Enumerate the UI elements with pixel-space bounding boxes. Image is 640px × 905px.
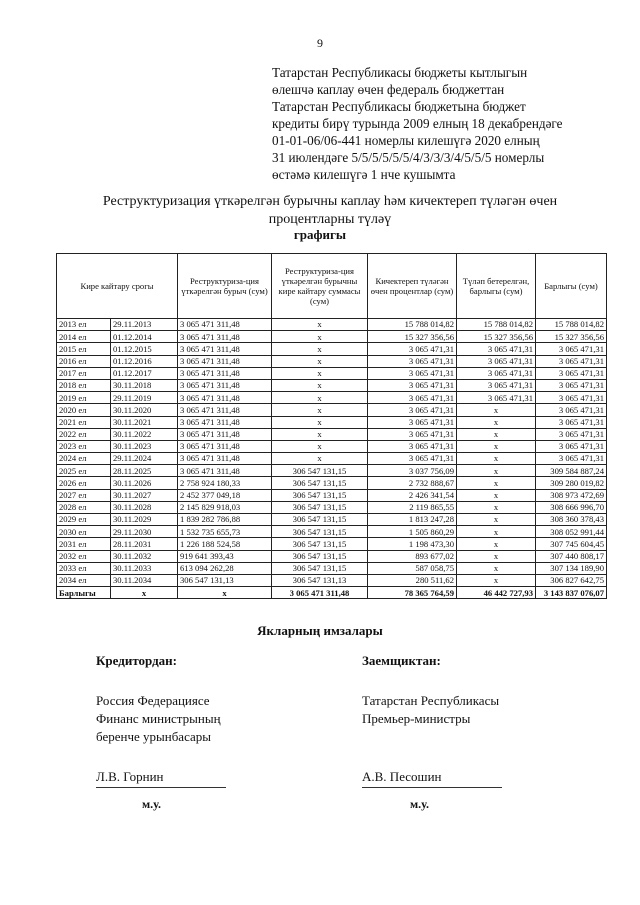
table-cell: 01.12.2017 xyxy=(111,367,178,379)
signatures-title: Якларның имзалары xyxy=(257,623,383,638)
creditor-signature-line xyxy=(96,787,226,788)
table-cell: 306 547 131,15 xyxy=(272,501,368,513)
table-cell: 30.11.2026 xyxy=(111,477,178,489)
table-cell: 308 360 378,43 xyxy=(536,514,607,526)
table-cell: 2013 ел xyxy=(57,319,111,331)
borrower-org-line: Премьер-министры xyxy=(362,711,471,726)
table-cell: x xyxy=(272,453,368,465)
table-cell: 3 065 471,31 xyxy=(457,355,536,367)
heading-line: өлешчә каплау өчен федераль бюджеттан xyxy=(272,82,505,97)
table-cell: 309 584 887,24 xyxy=(536,465,607,477)
heading-line: Татарстан Республикасы бюджеты кытлыгын xyxy=(272,65,528,80)
table-cell: 3 065 471 311,48 xyxy=(272,587,368,599)
table-cell: 29.11.2013 xyxy=(111,319,178,331)
table-cell: 28.11.2025 xyxy=(111,465,178,477)
borrower-role: Заемщиктан: xyxy=(362,653,441,668)
table-cell: 3 065 471,31 xyxy=(536,404,607,416)
heading-line: 31 июлендәге 5/5/5/5/5/5/4/3/3/3/4/5/5/5 номерлы xyxy=(272,150,545,165)
header-repayment: Реструктуриза-ция үткәрелгән бурычны кире кайтару суммасы (сум) xyxy=(272,254,368,319)
table-cell: 3 065 471,31 xyxy=(536,440,607,452)
table-cell: 306 547 131,15 xyxy=(272,489,368,501)
table-cell: 3 065 471,31 xyxy=(536,343,607,355)
table-cell: 3 065 471 311,48 xyxy=(178,465,272,477)
table-cell: 306 547 131,15 xyxy=(272,465,368,477)
table-cell: 306 547 131,15 xyxy=(272,477,368,489)
table-cell: x xyxy=(272,392,368,404)
table-row xyxy=(57,367,607,379)
table-cell: 2 145 829 918,03 xyxy=(178,501,272,513)
table-row xyxy=(57,562,607,574)
table-cell: 15 788 014,82 xyxy=(368,319,457,331)
table-cell: 15 327 356,56 xyxy=(536,331,607,343)
table-cell: 2 758 924 180,33 xyxy=(178,477,272,489)
table-cell: 30.11.2021 xyxy=(111,416,178,428)
table-cell: 3 065 471 311,48 xyxy=(178,416,272,428)
header-interest: Кичектереп түләгән өчен процентлар (сум) xyxy=(368,254,457,319)
table-row xyxy=(57,477,607,489)
creditor-stamp-place: м.у. xyxy=(142,797,161,811)
table-cell: 29.11.2019 xyxy=(111,392,178,404)
creditor-signatory: Л.В. Горнин xyxy=(96,769,164,784)
table-cell: 3 065 471 311,48 xyxy=(178,392,272,404)
document-title xyxy=(60,193,600,229)
table-cell: 2020 ел xyxy=(57,404,111,416)
table-row xyxy=(57,404,607,416)
table-cell: 2014 ел xyxy=(57,331,111,343)
table-cell: x xyxy=(457,562,536,574)
table-cell: x xyxy=(457,453,536,465)
table-cell: x xyxy=(457,477,536,489)
table-cell: 309 280 019,82 xyxy=(536,477,607,489)
table-cell: 308 973 472,69 xyxy=(536,489,607,501)
table-row xyxy=(57,526,607,538)
heading-line: 01-01-06/06-441 номерлы килешүгә 2020 елның xyxy=(272,133,540,148)
table-header-row xyxy=(57,254,607,319)
table-cell: 2025 ел xyxy=(57,465,111,477)
table-cell: 3 037 756,09 xyxy=(368,465,457,477)
table-cell: 3 065 471 311,48 xyxy=(178,379,272,391)
creditor-org-line: Финанс министрының xyxy=(96,711,221,726)
borrower-org-line: Татарстан Республикасы xyxy=(362,693,500,708)
table-cell: 308 052 991,44 xyxy=(536,526,607,538)
table-cell: 46 442 727,93 xyxy=(457,587,536,599)
creditor-block xyxy=(96,652,221,786)
table-cell: 587 058,75 xyxy=(368,562,457,574)
table-cell: 3 065 471,31 xyxy=(536,367,607,379)
table-cell: x xyxy=(457,416,536,428)
table-cell: 28.11.2031 xyxy=(111,538,178,550)
table-cell: 1 226 188 524,58 xyxy=(178,538,272,550)
table-cell: 1 198 473,30 xyxy=(368,538,457,550)
header-paid: Түләп бетерелгән, барлыгы (сум) xyxy=(457,254,536,319)
table-cell: 2026 ел xyxy=(57,477,111,489)
table-cell: x xyxy=(457,440,536,452)
table-cell: 2 732 888,67 xyxy=(368,477,457,489)
table-row xyxy=(57,501,607,513)
table-cell: x xyxy=(457,489,536,501)
table-cell: 3 065 471,31 xyxy=(536,355,607,367)
table-cell: x xyxy=(457,574,536,586)
table-cell: 30.11.2023 xyxy=(111,440,178,452)
table-cell: 3 065 471,31 xyxy=(457,379,536,391)
table-cell: 306 547 131,15 xyxy=(272,514,368,526)
table-row xyxy=(57,574,607,586)
table-cell: 306 547 131,13 xyxy=(178,574,272,586)
page-number: 9 xyxy=(317,36,323,50)
table-cell: 30.11.2029 xyxy=(111,514,178,526)
table-cell: 2018 ел xyxy=(57,379,111,391)
table-body xyxy=(57,319,607,599)
table-row xyxy=(57,355,607,367)
borrower-signatory: А.В. Песошин xyxy=(362,769,442,784)
table-cell: 3 065 471 311,48 xyxy=(178,440,272,452)
table-cell: 30.11.2020 xyxy=(111,404,178,416)
table-cell: 3 065 471 311,48 xyxy=(178,355,272,367)
table-cell: 2 119 865,55 xyxy=(368,501,457,513)
table-cell: 3 065 471,31 xyxy=(368,453,457,465)
table-cell: 30.11.2027 xyxy=(111,489,178,501)
table-cell: 306 547 131,15 xyxy=(272,526,368,538)
title-line: процентларны түләү xyxy=(268,212,392,227)
table-cell: 1 505 860,29 xyxy=(368,526,457,538)
table-cell: 893 677,02 xyxy=(368,550,457,562)
table-row xyxy=(57,392,607,404)
table-cell: 15 327 356,56 xyxy=(457,331,536,343)
table-cell: 3 065 471,31 xyxy=(536,379,607,391)
table-cell: 2 426 341,54 xyxy=(368,489,457,501)
heading-line: Татарстан Республикасы бюджетына бюджет xyxy=(272,99,526,114)
table-cell: 306 547 131,15 xyxy=(272,562,368,574)
header-debt: Реструктуриза-ция үткәрелгән бурыч (сум) xyxy=(178,254,272,319)
table-cell: 15 327 356,56 xyxy=(368,331,457,343)
borrower-block xyxy=(362,652,499,786)
table-cell: 613 094 262,28 xyxy=(178,562,272,574)
table-cell: 29.11.2030 xyxy=(111,526,178,538)
table-cell: 30.11.2028 xyxy=(111,501,178,513)
table-cell: 2027 ел xyxy=(57,489,111,501)
table-row xyxy=(57,453,607,465)
creditor-role: Кредитордан: xyxy=(96,653,177,668)
table-cell: 15 788 014,82 xyxy=(536,319,607,331)
table-cell: 2023 ел xyxy=(57,440,111,452)
table-cell: 3 065 471,31 xyxy=(368,404,457,416)
table-cell: x xyxy=(457,526,536,538)
table-cell: 2032 ел xyxy=(57,550,111,562)
table-total-row xyxy=(57,587,607,599)
table-cell: 3 065 471,31 xyxy=(368,343,457,355)
table-cell: x xyxy=(457,404,536,416)
table-row xyxy=(57,343,607,355)
document-title-bold: графигы xyxy=(293,227,347,242)
table-row xyxy=(57,514,607,526)
table-cell: 2029 ел xyxy=(57,514,111,526)
table-cell: x xyxy=(457,514,536,526)
title-line: Реструктуризация үткәрелгән бурычны каплау һәм кичектереп түләгән өчен xyxy=(102,194,558,209)
table-cell: 3 065 471,31 xyxy=(368,440,457,452)
table-cell: 78 365 764,59 xyxy=(368,587,457,599)
table-cell: 01.12.2015 xyxy=(111,343,178,355)
table-cell: x xyxy=(272,379,368,391)
table-cell: 3 065 471 311,48 xyxy=(178,331,272,343)
table-cell: 3 065 471,31 xyxy=(368,392,457,404)
table-cell: Барлыгы xyxy=(57,587,111,599)
table-cell: 1 813 247,28 xyxy=(368,514,457,526)
table-cell: 3 065 471,31 xyxy=(368,355,457,367)
table-cell: x xyxy=(111,587,178,599)
table-cell: 307 134 189,90 xyxy=(536,562,607,574)
table-cell: 306 547 131,15 xyxy=(272,550,368,562)
table-cell: x xyxy=(272,416,368,428)
table-cell: 2031 ел xyxy=(57,538,111,550)
table-cell: x xyxy=(457,550,536,562)
table-cell: 3 065 471,31 xyxy=(536,416,607,428)
table-cell: 30.11.2033 xyxy=(111,562,178,574)
table-cell: 2021 ел xyxy=(57,416,111,428)
table-cell: x xyxy=(272,404,368,416)
table-cell: 1 532 735 655,73 xyxy=(178,526,272,538)
table-cell: 307 440 808,17 xyxy=(536,550,607,562)
table-cell: 3 065 471,31 xyxy=(368,416,457,428)
table-cell: 2030 ел xyxy=(57,526,111,538)
table-row xyxy=(57,428,607,440)
table-cell: 1 839 282 786,88 xyxy=(178,514,272,526)
table-cell: 919 641 393,43 xyxy=(178,550,272,562)
table-cell: 3 065 471 311,48 xyxy=(178,404,272,416)
table-row xyxy=(57,489,607,501)
table-row xyxy=(57,465,607,477)
table-cell: 3 065 471,31 xyxy=(368,428,457,440)
table-cell: x xyxy=(457,428,536,440)
table-cell: x xyxy=(272,343,368,355)
table-cell: 3 065 471,31 xyxy=(536,392,607,404)
table-cell: x xyxy=(272,355,368,367)
table-cell: x xyxy=(178,587,272,599)
table-cell: 280 511,62 xyxy=(368,574,457,586)
table-cell: 2019 ел xyxy=(57,392,111,404)
table-row xyxy=(57,319,607,331)
table-cell: x xyxy=(272,319,368,331)
table-cell: 01.12.2016 xyxy=(111,355,178,367)
table-cell: 3 065 471 311,48 xyxy=(178,319,272,331)
borrower-signature-line xyxy=(362,787,502,788)
table-cell: 3 065 471,31 xyxy=(457,367,536,379)
table-cell: 2015 ел xyxy=(57,343,111,355)
table-cell: 2016 ел xyxy=(57,355,111,367)
table-cell: 2 452 377 049,18 xyxy=(178,489,272,501)
table-cell: 29.11.2024 xyxy=(111,453,178,465)
borrower-stamp-place: м.у. xyxy=(410,797,429,811)
creditor-org-line: Россия Федерациясе xyxy=(96,693,210,708)
table-cell: x xyxy=(457,465,536,477)
table-cell: x xyxy=(457,538,536,550)
creditor-org-line: беренче урынбасары xyxy=(96,729,212,744)
appendix-heading xyxy=(272,64,612,183)
table-cell: 306 547 131,13 xyxy=(272,574,368,586)
header-total: Барлыгы (сум) xyxy=(536,254,607,319)
table-cell: 3 065 471 311,48 xyxy=(178,453,272,465)
table-cell: 3 065 471,31 xyxy=(368,379,457,391)
header-term: Кире кайтару срогы xyxy=(57,254,178,319)
heading-line: өстәмә килешүгә 1 нче кушымта xyxy=(272,167,456,182)
table-cell: 306 547 131,15 xyxy=(272,538,368,550)
table-row xyxy=(57,538,607,550)
table-cell: x xyxy=(272,428,368,440)
table-cell: x xyxy=(272,367,368,379)
table-cell: 2017 ел xyxy=(57,367,111,379)
table-cell: 15 788 014,82 xyxy=(457,319,536,331)
heading-line: кредиты бирү турында 2009 елның 18 декабрендәге xyxy=(272,116,563,131)
table-cell: 3 065 471 311,48 xyxy=(178,367,272,379)
table-cell: 30.11.2022 xyxy=(111,428,178,440)
table-cell: 3 065 471 311,48 xyxy=(178,428,272,440)
table-cell: 2034 ел xyxy=(57,574,111,586)
table-cell: 306 827 642,75 xyxy=(536,574,607,586)
table-cell: 2024 ел xyxy=(57,453,111,465)
table-cell: 3 065 471,31 xyxy=(457,343,536,355)
table-row xyxy=(57,550,607,562)
table-cell: x xyxy=(272,440,368,452)
table-cell: x xyxy=(457,501,536,513)
table-cell: 30.11.2018 xyxy=(111,379,178,391)
table-row xyxy=(57,440,607,452)
table-row xyxy=(57,416,607,428)
table-cell: 2028 ел xyxy=(57,501,111,513)
table-cell: 3 065 471 311,48 xyxy=(178,343,272,355)
table-cell: 30.11.2032 xyxy=(111,550,178,562)
table-cell: 2033 ел xyxy=(57,562,111,574)
table-cell: 3 065 471,31 xyxy=(536,428,607,440)
table-cell: x xyxy=(272,331,368,343)
table-row xyxy=(57,379,607,391)
table-cell: 3 065 471,31 xyxy=(457,392,536,404)
table-cell: 2022 ел xyxy=(57,428,111,440)
repayment-schedule-table xyxy=(56,253,607,599)
table-cell: 01.12.2014 xyxy=(111,331,178,343)
table-cell: 3 065 471,31 xyxy=(536,453,607,465)
table-row xyxy=(57,331,607,343)
table-cell: 3 065 471,31 xyxy=(368,367,457,379)
table-cell: 30.11.2034 xyxy=(111,574,178,586)
table-cell: 307 745 604,45 xyxy=(536,538,607,550)
table-cell: 308 666 996,70 xyxy=(536,501,607,513)
table-cell: 3 143 837 076,07 xyxy=(536,587,607,599)
